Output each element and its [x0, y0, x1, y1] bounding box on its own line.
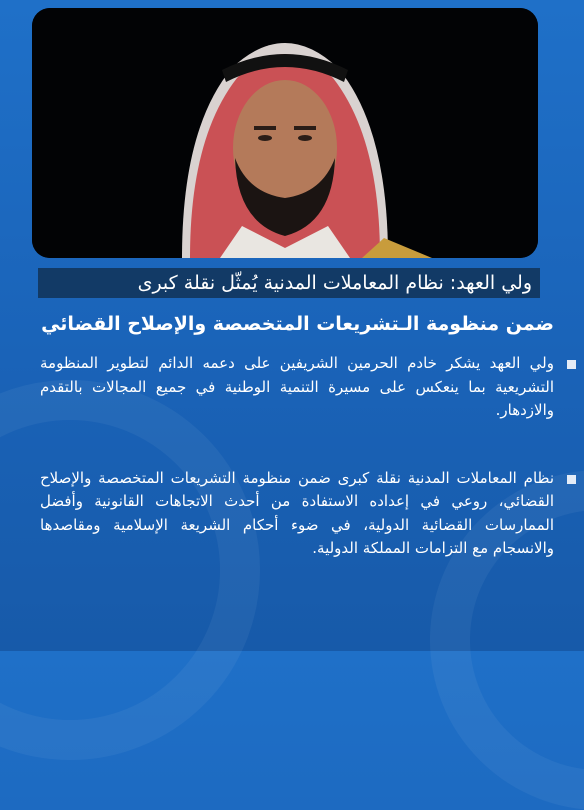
headline-line-1: ولي العهد: نظام المعاملات المدنية يُمثّل نقلة كبرى	[38, 268, 540, 298]
square-bullet-icon	[567, 360, 576, 369]
list-item	[40, 352, 554, 423]
headline-line-2: ضمن منظومة الـتشريعات المتخصصة والإصلاح القضائي	[41, 313, 554, 335]
portrait-photo	[32, 8, 538, 258]
bullet-list	[40, 352, 554, 605]
list-item	[40, 467, 554, 561]
bullet-text: ولي العهد يشكر خادم الحرمين الشريفين على دعمه الدائم لتطوير المنظومة التشريعية بما ينعكس على مسيرة التنمية الوطنية في جميع المجالات بالتقدم والازدهار.	[40, 354, 554, 419]
bullet-text: نظام المعاملات المدنية نقلة كبرى ضمن منظومة التشريعات المتخصصة والإصلاح القضائي، روعي في إعداده الاستفادة من أحدث الاتجاهات القانونية وأفضل الممارسات القضائية الدولية، في ضوء أحكام الشريعة الإسلامية ومقاصدها والانسجام مع التزامات المملكة الدولية.	[40, 468, 554, 557]
square-bullet-icon	[567, 475, 576, 484]
